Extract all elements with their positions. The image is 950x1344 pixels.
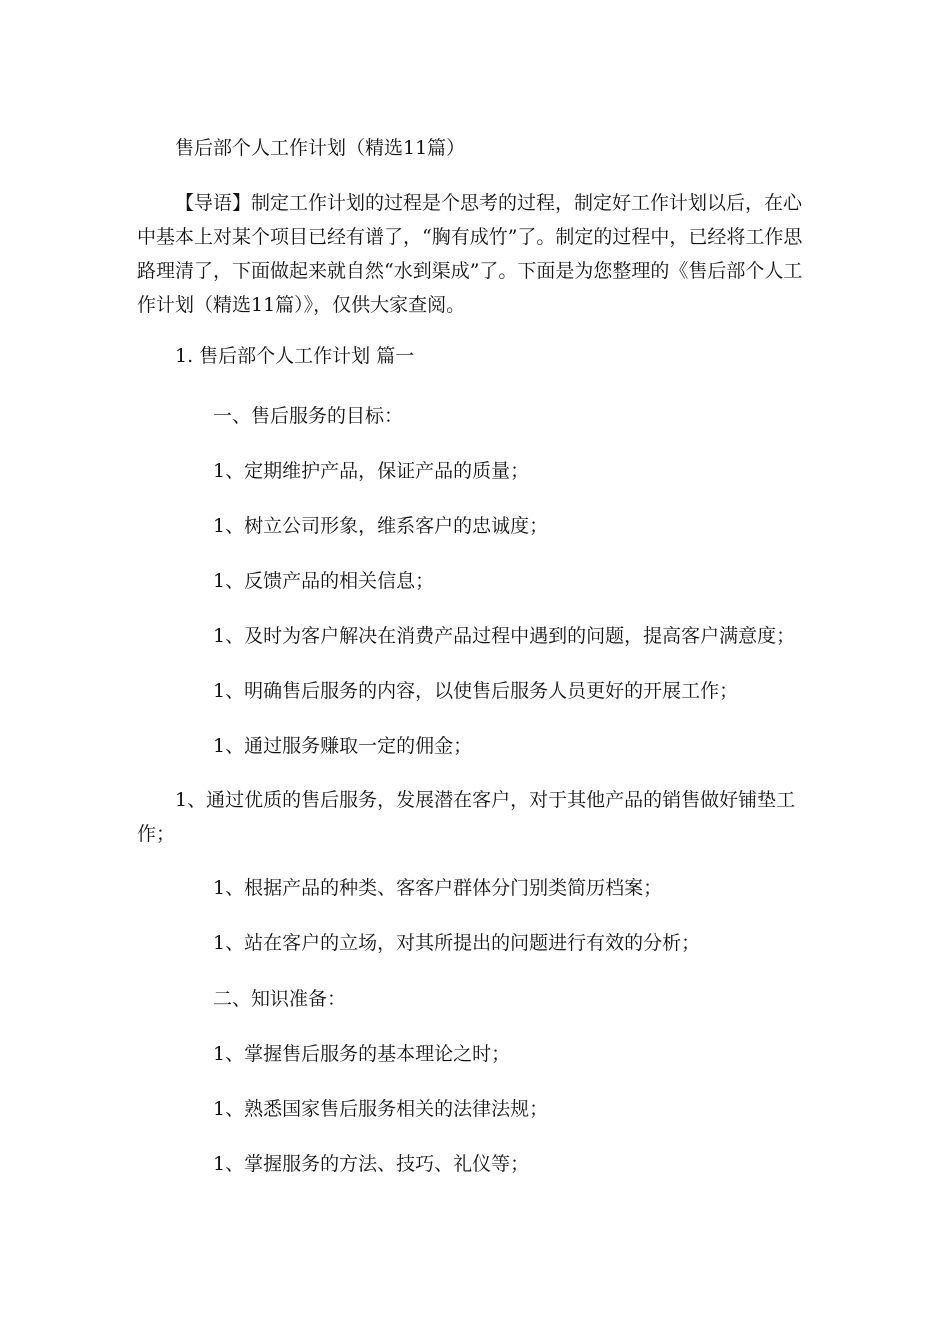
part1-heading: 一、售后服务的目标： bbox=[213, 405, 404, 427]
section-heading: 1. 售后部个人工作计划 篇一 bbox=[175, 345, 415, 367]
list-item: 1、明确售后服务的内容，以使售后服务人员更好的开展工作； bbox=[213, 680, 739, 702]
list-item: 1、根据产品的种类、客客户群体分门别类简历档案； bbox=[213, 877, 663, 899]
intro-paragraph: 【导语】制定工作计划的过程是个思考的过程，制定好工作计划以后，在心中基本上对某个项目已经有谱了，“胸有成竹”了。制定的过程中，已经将工作思路理清了，下面做起来就自然“水到渠成”了。下面是为您整理的《售后部个人工作计划（精选11篇）》，仅供大家查阅。 bbox=[137, 192, 803, 316]
document-title: 售后部个人工作计划（精选11篇） bbox=[175, 137, 466, 159]
list-item: 1、反馈产品的相关信息； bbox=[213, 570, 435, 592]
part2-heading: 二、知识准备： bbox=[213, 988, 347, 1010]
list-item: 1、站在客户的立场，对其所提出的问题进行有效的分析； bbox=[213, 932, 701, 954]
list-item: 1、及时为客户解决在消费产品过程中遇到的问题，提高客户满意度； bbox=[213, 625, 796, 647]
list-item: 1、掌握服务的方法、技巧、礼仪等； bbox=[213, 1153, 530, 1175]
list-item: 1、树立公司形象，维系客户的忠诚度； bbox=[213, 515, 549, 537]
list-item: 1、通过服务赚取一定的佣金； bbox=[213, 735, 473, 757]
list-item: 1、定期维护产品，保证产品的质量； bbox=[213, 460, 530, 482]
list-item: 1、熟悉国家售后服务相关的法律法规； bbox=[213, 1098, 549, 1120]
list-item: 1、掌握售后服务的基本理论之时； bbox=[213, 1043, 511, 1065]
list-item-long: 1、通过优质的售后服务，发展潜在客户，对于其他产品的销售做好铺垫工作； bbox=[137, 789, 796, 845]
